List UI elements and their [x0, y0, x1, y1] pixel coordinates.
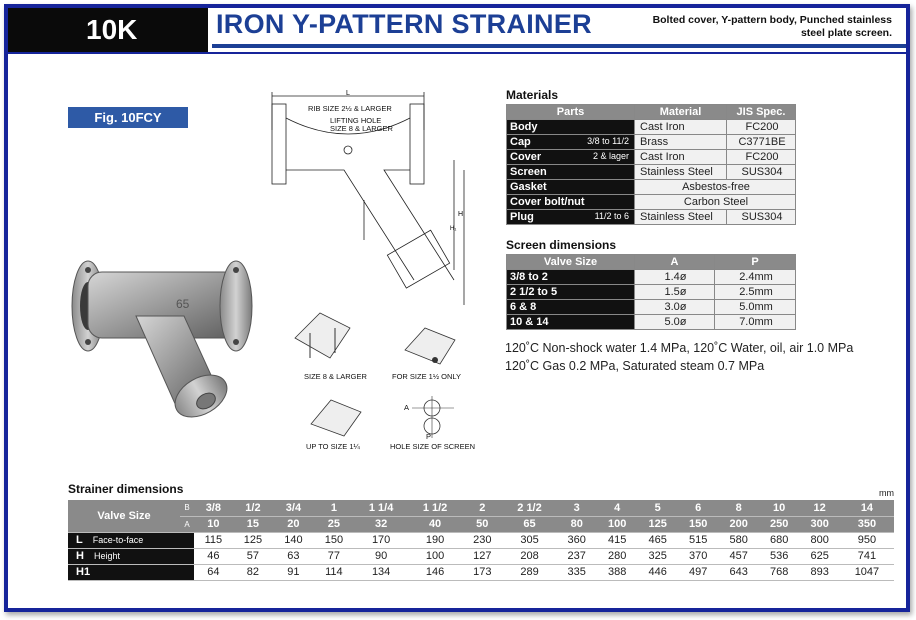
part-material: Carbon Steel: [635, 195, 796, 210]
lifting-hole-label: LIFTING HOLE: [330, 116, 382, 125]
dimension-value: 305: [503, 532, 557, 548]
dimension-value: 893: [799, 564, 839, 580]
size-b-cell: 8: [718, 500, 758, 516]
size-a-cell: 300: [799, 516, 839, 532]
dimension-value: 146: [408, 564, 462, 580]
b-label: B: [180, 500, 194, 516]
screen-header-row: [507, 255, 796, 270]
part-material: Stainless Steel: [635, 165, 727, 180]
note-line-2: 120˚C Gas 0.2 MPa, Saturated steam 0.7 MPa: [505, 359, 765, 373]
dims-header-b: [68, 500, 894, 516]
part-material: Cast Iron: [635, 150, 727, 165]
unit-label: mm: [879, 488, 894, 498]
screen-p: 7.0mm: [715, 315, 796, 330]
subtitle-line-1: Bolted cover, Y-pattern body, Punched stainless: [652, 14, 892, 26]
screen-a: 1.5ø: [635, 285, 715, 300]
screen-header-size: Valve Size: [507, 255, 635, 270]
dimension-key: L: [76, 534, 83, 546]
size-b-cell: 5: [637, 500, 677, 516]
screen-p: 2.4mm: [715, 270, 796, 285]
size-b-cell: 3/4: [273, 500, 313, 516]
a-label: A: [180, 516, 194, 532]
dimension-value: 140: [273, 532, 313, 548]
part-name: Cap 3/8 to 11/2: [507, 135, 635, 150]
strainer-photo: [66, 246, 256, 424]
subtitle-line-2: steel plate screen.: [800, 27, 892, 39]
size-b-cell: 1 1/4: [354, 500, 408, 516]
size-b-cell: 14: [840, 500, 894, 516]
dimension-name: Face-to-face: [92, 535, 144, 545]
materials-header-material: Material: [635, 105, 727, 120]
dimension-value: 82: [233, 564, 273, 580]
part-name: Cover bolt/nut: [507, 195, 635, 210]
size-a-cell: 10: [194, 516, 233, 532]
dimension-value: 150: [314, 532, 354, 548]
dimension-value: 77: [314, 548, 354, 564]
size-a-cell: 100: [597, 516, 637, 532]
dimension-value: 57: [233, 548, 273, 564]
hole-p-label: P: [426, 432, 432, 441]
table-row: [507, 150, 796, 165]
size-a-cell: 50: [462, 516, 502, 532]
hole-size-sketch: [410, 394, 460, 440]
part-name: Gasket: [507, 180, 635, 195]
size-b-cell: 1/2: [233, 500, 273, 516]
dimension-value: 800: [799, 532, 839, 548]
size-b-cell: 12: [799, 500, 839, 516]
size-b-cell: 3: [556, 500, 596, 516]
part-name: Screen: [507, 165, 635, 180]
size-a-cell: 350: [840, 516, 894, 532]
materials-table: [506, 104, 796, 225]
table-row: [507, 300, 796, 315]
dimension-key: H: [76, 550, 84, 562]
table-row: [68, 532, 894, 548]
part-spec: FC200: [727, 120, 796, 135]
materials-header-row: [507, 105, 796, 120]
pressure-notes: [505, 339, 853, 375]
dimension-value: 91: [273, 564, 313, 580]
size-a-cell: 15: [233, 516, 273, 532]
materials-title: Materials: [506, 88, 559, 102]
part-spec: FC200: [727, 150, 796, 165]
detail-sketch-size8: [290, 298, 360, 368]
dimension-value: 100: [408, 548, 462, 564]
table-row: [507, 120, 796, 135]
table-row: [507, 315, 796, 330]
dimension-value: 465: [637, 532, 677, 548]
size-b-cell: 2 1/2: [503, 500, 557, 516]
size-b-cell: 1 1/2: [408, 500, 462, 516]
page-subtitle: [592, 14, 892, 40]
screen-size: 3/8 to 2: [507, 270, 635, 285]
dimension-value: 208: [503, 548, 557, 564]
dimension-row-label: [68, 532, 194, 548]
part-name: Cover 2 & lager: [507, 150, 635, 165]
dimension-value: 446: [637, 564, 677, 580]
screen-size: 6 & 8: [507, 300, 635, 315]
part-material: Asbestos-free: [635, 180, 796, 195]
dimension-value: 741: [840, 548, 894, 564]
size-b-cell: 10: [759, 500, 799, 516]
dimension-value: 497: [678, 564, 718, 580]
dimension-row-label: [68, 564, 194, 580]
dimension-value: 950: [840, 532, 894, 548]
page-title: IRON Y-PATTERN STRAINER: [216, 9, 592, 39]
table-row: [507, 285, 796, 300]
part-spec: SUS304: [727, 165, 796, 180]
screen-size: 10 & 14: [507, 315, 635, 330]
detail-sketch-upto: [306, 394, 366, 440]
class-code: 10K: [8, 8, 208, 52]
dimension-value: 515: [678, 532, 718, 548]
dimension-value: 335: [556, 564, 596, 580]
dimension-value: 190: [408, 532, 462, 548]
screen-p: 2.5mm: [715, 285, 796, 300]
screen-a: 3.0ø: [635, 300, 715, 315]
dimension-value: 768: [759, 564, 799, 580]
dimension-value: 237: [556, 548, 596, 564]
dimension-name: Height: [93, 551, 120, 561]
screen-size: 2 1/2 to 5: [507, 285, 635, 300]
dimension-value: 46: [194, 548, 233, 564]
table-row: [507, 210, 796, 225]
dimension-value: 625: [799, 548, 839, 564]
dimensions-table: [68, 500, 894, 581]
part-material: Cast Iron: [635, 120, 727, 135]
dimension-value: 643: [718, 564, 758, 580]
header-rule: [8, 52, 906, 54]
size-b-cell: 3/8: [194, 500, 233, 516]
part-material: Brass: [635, 135, 727, 150]
drawing-H-label: H: [458, 211, 464, 218]
dimension-value: 370: [678, 548, 718, 564]
size-a-cell: 32: [354, 516, 408, 532]
size-a-cell: 200: [718, 516, 758, 532]
valve-size-header: Valve Size: [68, 500, 180, 532]
dimension-row-label: [68, 548, 194, 564]
dimension-value: 360: [556, 532, 596, 548]
screen-header-p: P: [715, 255, 796, 270]
part-spec: SUS304: [727, 210, 796, 225]
table-row: [68, 564, 894, 580]
hole-a-label: A: [404, 403, 410, 412]
table-row: [68, 548, 894, 564]
screen-a: 5.0ø: [635, 315, 715, 330]
dims-header-a: [68, 516, 894, 532]
dimension-value: 580: [718, 532, 758, 548]
size-a-cell: 20: [273, 516, 313, 532]
drawing-L-label: L: [346, 90, 350, 97]
rib-label: RIB SIZE 2½ & LARGER: [308, 104, 392, 113]
dimension-value: 170: [354, 532, 408, 548]
dimension-value: 1047: [840, 564, 894, 580]
table-row: [507, 135, 796, 150]
part-spec: C3771BE: [727, 135, 796, 150]
dimension-value: 280: [597, 548, 637, 564]
dimension-value: 230: [462, 532, 502, 548]
size8-label: SIZE 8 & LARGER: [304, 372, 367, 381]
detail-sketch-size112: [400, 320, 460, 370]
lifting-hole-size-label: SIZE 8 & LARGER: [330, 124, 393, 133]
size-b-cell: 6: [678, 500, 718, 516]
dimensions-title: Strainer dimensions: [68, 482, 184, 496]
body-casting-mark: 65: [176, 297, 190, 311]
size-a-cell: 40: [408, 516, 462, 532]
dimension-value: 457: [718, 548, 758, 564]
note-line-1: 120˚C Non-shock water 1.4 MPa, 120˚C Water, oil, air 1.0 MPa: [505, 341, 854, 355]
table-row: [507, 270, 796, 285]
screen-header-a: A: [635, 255, 715, 270]
dimension-value: 63: [273, 548, 313, 564]
size-a-cell: 65: [503, 516, 557, 532]
dimension-value: 173: [462, 564, 502, 580]
materials-header-spec: JIS Spec.: [727, 105, 796, 120]
dimension-value: 680: [759, 532, 799, 548]
dimension-value: 114: [314, 564, 354, 580]
dimension-value: 325: [637, 548, 677, 564]
figure-label: Fig. 10FCY: [68, 107, 188, 128]
table-row: [507, 195, 796, 210]
size-a-cell: 250: [759, 516, 799, 532]
size-b-cell: 1: [314, 500, 354, 516]
dimension-value: 125: [233, 532, 273, 548]
materials-header-parts: Parts: [507, 105, 635, 120]
part-name: Plug 11/2 to 6: [507, 210, 635, 225]
size-a-cell: 80: [556, 516, 596, 532]
dimension-value: 115: [194, 532, 233, 548]
screen-p: 5.0mm: [715, 300, 796, 315]
part-material: Stainless Steel: [635, 210, 727, 225]
size112-label: FOR SIZE 1½ ONLY: [392, 372, 462, 381]
upto-label: UP TO SIZE 1¼: [306, 442, 360, 451]
dimension-value: 90: [354, 548, 408, 564]
hole-size-label: HOLE SIZE OF SCREEN: [390, 442, 476, 451]
dimension-value: 536: [759, 548, 799, 564]
screen-table: [506, 254, 796, 330]
dimension-value: 289: [503, 564, 557, 580]
screen-title: Screen dimensions: [506, 238, 617, 252]
table-row: [507, 180, 796, 195]
dimension-value: 388: [597, 564, 637, 580]
page-frame: [4, 4, 910, 612]
part-name: Body: [507, 120, 635, 135]
size-a-cell: 25: [314, 516, 354, 532]
drawing-H1-label: H₁: [450, 226, 457, 232]
dimension-value: 127: [462, 548, 502, 564]
title-underline: [212, 44, 906, 48]
size-b-cell: 4: [597, 500, 637, 516]
dimension-value: 415: [597, 532, 637, 548]
dimension-value: 64: [194, 564, 233, 580]
screen-a: 1.4ø: [635, 270, 715, 285]
size-a-cell: 125: [637, 516, 677, 532]
dimension-value: 134: [354, 564, 408, 580]
size-a-cell: 150: [678, 516, 718, 532]
dimension-key: H1: [76, 566, 91, 578]
table-row: [507, 165, 796, 180]
size-b-cell: 2: [462, 500, 502, 516]
header: [8, 8, 906, 52]
